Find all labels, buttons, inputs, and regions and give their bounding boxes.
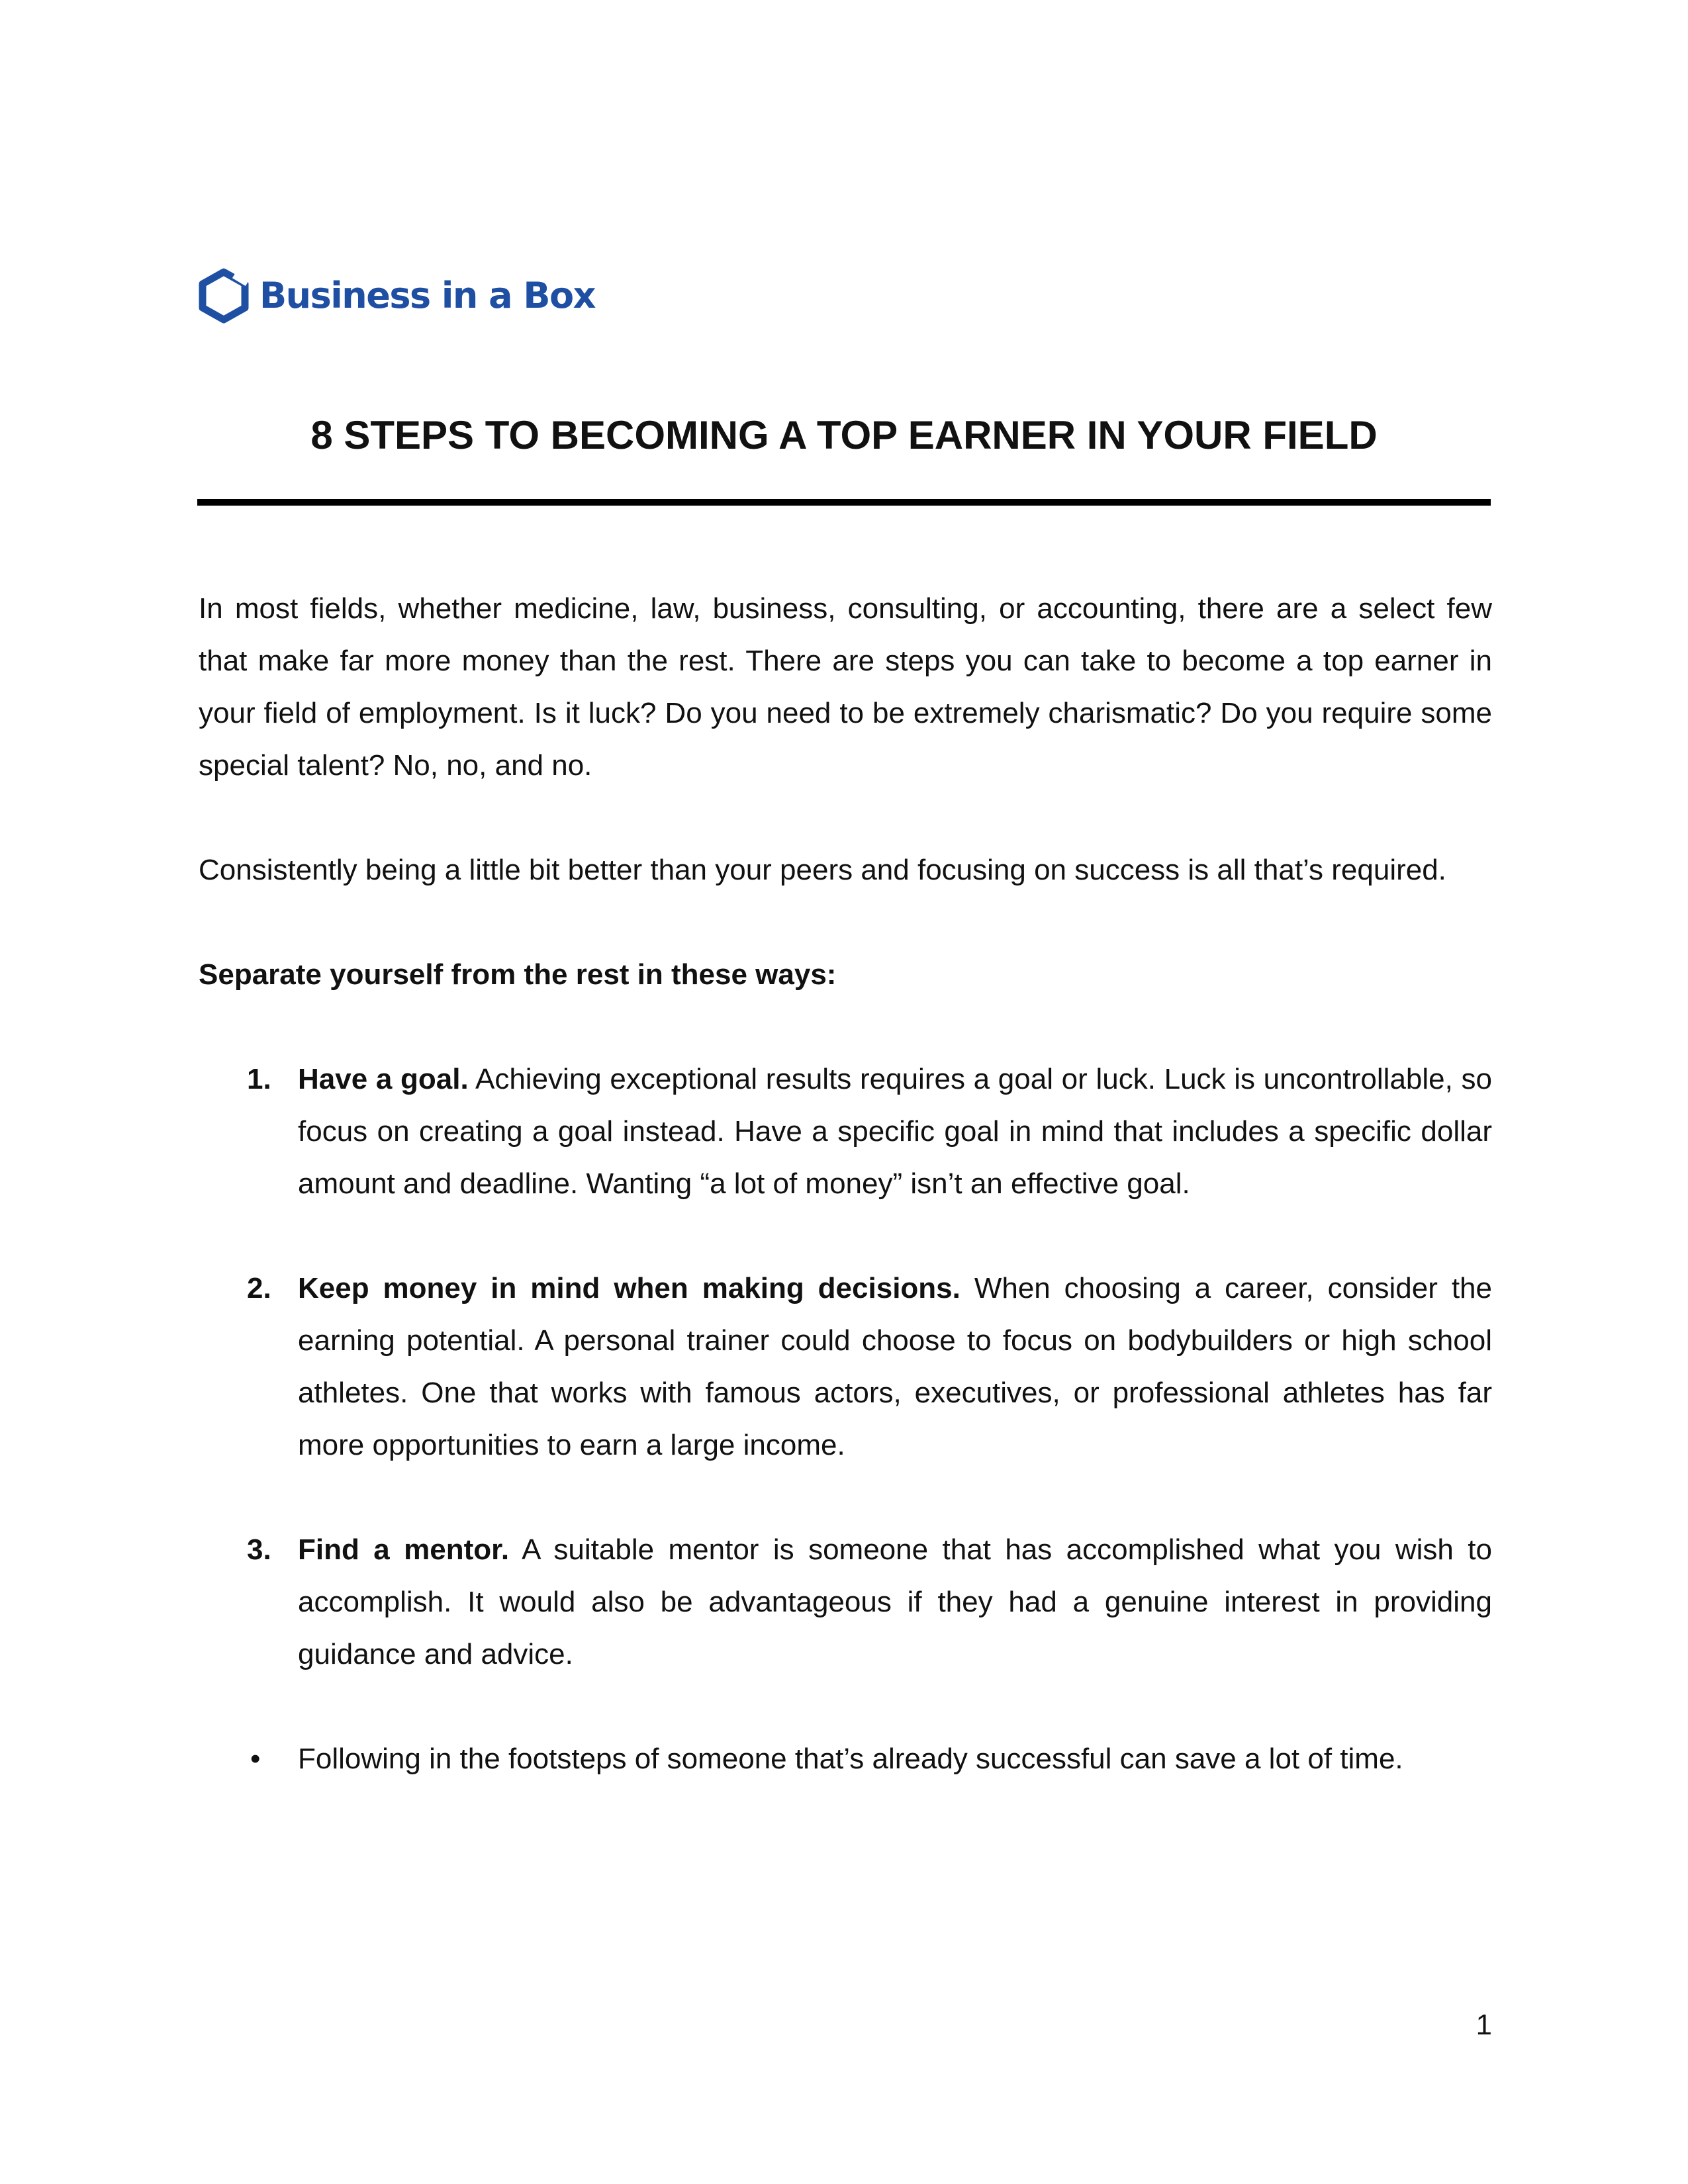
intro-paragraph-2: Consistently being a little bit better than your peers and focusing on success is all that’s required. (199, 854, 1446, 886)
page-number: 1 (1476, 2009, 1492, 2041)
list-item (199, 1733, 1492, 1785)
step-text: Achieving exceptional results requires a goal or luck. Luck is uncontrollable, so focus on creating a goal instead. Have a specific goal in mind that includes a specific dollar amount and deadline. Wanting “a lot of money” isn’t an effective goal. (298, 1063, 1493, 1200)
step-text: When choosing a career, consider the earning potential. A personal trainer could choose to focus on bodybuilders or high school athletes. One that works with famous actors, executives, or professional athletes has far more opportunities to earn a large income. (298, 1272, 1492, 1461)
document-title: 8 STEPS TO BECOMING A TOP EARNER IN YOUR FIELD (310, 413, 1378, 457)
steps-list (199, 1053, 1492, 1680)
document-body (199, 582, 1492, 1837)
title-rule (197, 499, 1491, 506)
step-number: 2. (247, 1272, 271, 1304)
intro-paragraph-1: In most fields, whether medicine, law, business, consulting, or accounting, there are a select few that make far more money than the rest. There are steps you can take to become a top earner in your field of employment. Is it luck? Do you need to be extremely charismatic? Do you require some special talent? No, no, and no. (199, 592, 1492, 782)
bullet-icon: • (250, 1743, 261, 1775)
step-heading: Keep money in mind when making decisions. (298, 1272, 961, 1304)
brand-name: Business in a Box (259, 275, 595, 316)
list-item (199, 1053, 1492, 1210)
step-heading: Find a mentor. (298, 1533, 510, 1566)
section-heading: Separate yourself from the rest in these ways: (199, 958, 837, 991)
step-number: 3. (247, 1533, 271, 1566)
list-item (199, 1262, 1492, 1471)
step-number: 1. (247, 1063, 271, 1095)
brand-logo (199, 266, 595, 326)
hexagon-icon (199, 268, 249, 324)
step-heading: Have a goal. (298, 1063, 469, 1095)
list-item (199, 1524, 1492, 1680)
bullet-text: Following in the footsteps of someone that’s already successful can save a lot of time. (298, 1743, 1403, 1775)
bullet-list (199, 1733, 1492, 1785)
step-text: A suitable mentor is someone that has accomplished what you wish to accomplish. It would also be advantageous if they had a genuine interest in providing guidance and advice. (298, 1533, 1492, 1670)
